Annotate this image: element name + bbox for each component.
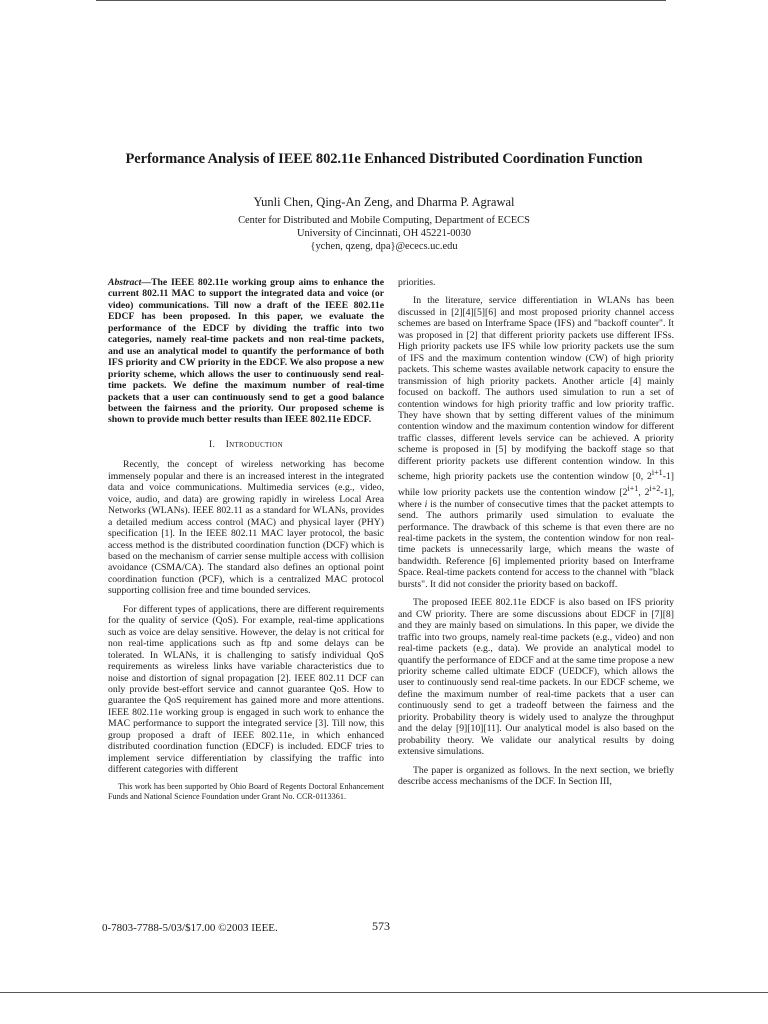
footnote [108, 782, 384, 802]
paper-title: Performance Analysis of IEEE 802.11e Enhanced Distributed Coordination Function [125, 151, 643, 167]
bottom-rule [0, 992, 768, 993]
text-run: , 2 [638, 487, 650, 499]
section-heading [108, 440, 384, 451]
abstract-lead: Abstract [108, 277, 142, 288]
continued-text: priorities. [398, 277, 436, 288]
author-list: Yunli Chen, Qing-An Zeng, and Dharma P. Agrawal [253, 195, 515, 209]
superscript: i+1 [627, 483, 639, 493]
proposal-paragraph: The proposed IEEE 802.11e EDCF is also based on IFS priority and CW priority. There are some discussions about EDCF in [7][8] and they are mainly based on simulations. In this paper, we divide the traffic into two groups, namely real-time packets (e.g., video) and non real-time packets (e.g., data). We provide an analytical model to quantify the performance of EDCF and at the same time propose a new priority scheme called ultimate EDCF (UEDCF), which allows the user to continuously send real-time packets. In our EDCF scheme, we define the maximum number of real-time packets that a user can continuously send to get a tradeoff between the fairness and the priority. Probability theory is widely used to analyze the throughput and the delay [9][10][11]. Our analytical model is also based on the probability theory. We validate our analytical results by doing extensive simulations. [398, 597, 675, 758]
superscript: i+1 [651, 468, 663, 478]
organization-paragraph: The paper is organized as follows. In the next section, we briefly describe access mechanisms of the DCF. In Section III, [398, 764, 674, 788]
italic-variable: i [424, 498, 428, 510]
superscript: i+2 [649, 483, 661, 493]
affiliation-line: University of Cincinnati, OH 45221-0030 [296, 228, 472, 239]
abstract-text: —The IEEE 802.11e working group aims to enhance the current 802.11 MAC to support the integrated data and voice (or video) communications. Till now a draft of the IEEE 802.11e EDCF has been proposed. In this paper, we evaluate the performance of the EDCF by dividing the traffic into two categories, namely real-time packets and non real-time packets, and use an analytical model to quantify the performance of both IFS priority and CW priority in the EDCF. We also propose a new priority scheme, which allows the user to continuously send real-time packets. We define the maximum number of real-time packets that a user can continuously send to get a good balance between the fairness and the priority. Our proposed scheme is shown to provide much better results than IEEE 802.11e EDCF. [108, 277, 384, 426]
text-run: In the literature, service differentiation in WLANs has been discussed in [2][4][5][6] and most proposed priority channel access schemes are based on Interframe Space (IFS) and "backoff counter". It was proposed in [2] that different priority packets use different IFSs. High priority packets use IFS while low priority packets use the sum of IFS and the maximum contention window (CW) of high priority packets. This scheme wastes available network capacity to ensure the transmission of high priority packets. Another article [4] mainly focused on backoff. The authors used simulation to run a set of contention windows for high priority traffic and low priority traffic. They have shown that by setting different values of the minimum contention window and the maximum contention window for different traffic classes, different levels service can be achieved. A priority scheme is proposed in [5] by modifying the backoff stage so that different priority packets use different contention window. In this scheme, high priority packets use the contention window [0, 2 [398, 295, 674, 483]
abstract [108, 277, 384, 426]
literature-paragraph [398, 295, 674, 590]
right-column [398, 277, 674, 788]
section-number: I. [209, 439, 216, 450]
intro-paragraph-1: Recently, the concept of wireless networking has become immensely popular and there is an increased interest in the integrated data and voice communications. Multimedia services (e.g., video, voice, audio, and data) are growing rapidly in wireless Local Area Networks (WLANs). IEEE 802.11 as a standard for WLANs, provides a detailed medium access control (MAC) and physical layer (PHY) specification [1]. In the IEEE 802.11 MAC layer protocol, the basic access method is the distributed coordination function (DCF) which is based on the mechanism of carrier sense multiple access with collision avoidance (CSMA/CA). The standard also defines an optional point coordination function (PCF), which is a centralized MAC protocol supporting collision free and time bounded services. [108, 459, 384, 597]
text-run: is the number of consecutive times that the packet attempts to send. The authors primarily used simulation to evaluate the performance. The drawback of this scheme is that even there are no real-time packets in the system, the contention window for non real-time packets is unnecessarily large, which means the waste of bandwidth. Reference [6] implemented priority based on Interframe Space. Real-time packets contend for access to the channel with "black bursts". It did not consider the priority based on backoff. [398, 498, 674, 590]
section-title: Introduction [225, 439, 283, 450]
left-column [108, 277, 384, 802]
affiliation-line: Center for Distributed and Mobile Computing, Department of ECECS [238, 215, 530, 226]
page-number: 573 [372, 919, 390, 933]
top-rule [96, 0, 666, 1]
text-run: -1] while low priority packets use the contention window [2 [398, 471, 674, 499]
copyright-line: 0-7803-7788-5/03/$17.00 ©2003 IEEE. [102, 922, 278, 934]
intro-paragraph-2: For different types of applications, there are different requirements for the quality of service (QoS). For example, real-time applications such as voice are delay sensitive. However, the delay is not critical for non real-time applications such as ftp and some delays can be tolerated. In WLANs, it is challenging to satisfy individual QoS requirements as wireless links have variable characteristics due to noise and distortion of signal propagation [2]. IEEE 802.11 DCF can only provide best-effort service and cannot guarantee QoS. How to guarantee the QoS requirement has gained more and more attentions. IEEE 802.11e working group is engaged in such work to enhance the MAC performance to support the integrated service [3]. Till now, this group proposed a draft of IEEE 802.11e, in which enhanced distributed coordination function (EDCF) is included. EDCF tries to implement service differentiation by classifying the traffic into different categories with different [108, 603, 384, 776]
footnote-text: This work has been supported by Ohio Board of Regents Doctoral Enhancement Funds and National Science Foundation under Grant No. CCR-0113361. [108, 781, 384, 801]
text-run: -1], where [398, 487, 675, 510]
email-line: {ychen, qzeng, dpa}@ececs.uc.edu [310, 241, 458, 252]
